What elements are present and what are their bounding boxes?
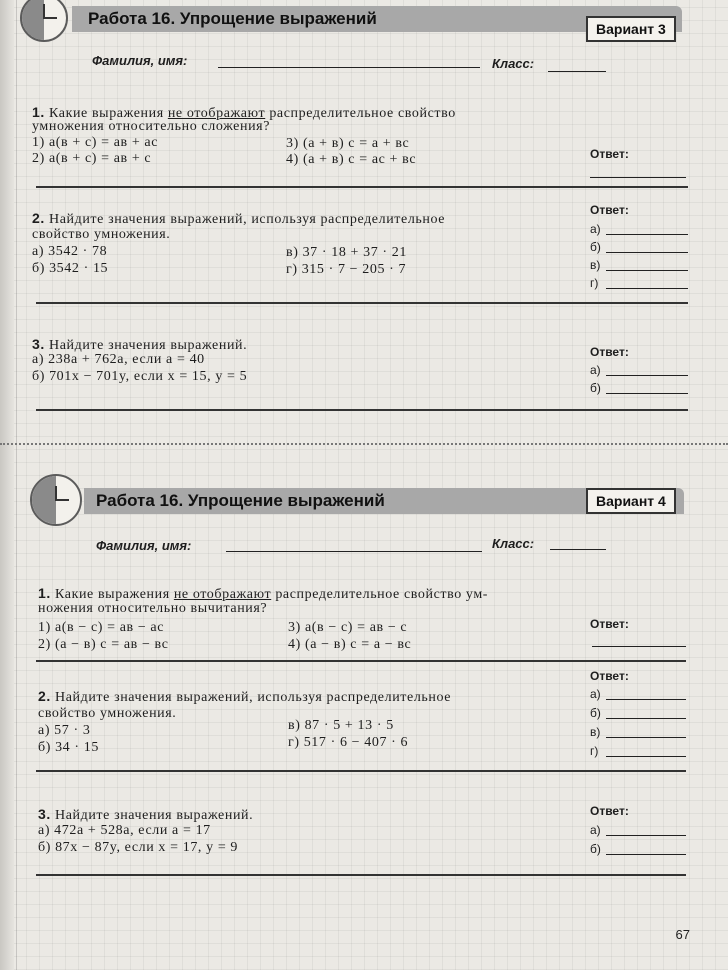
q1-answer-label: Ответ:	[590, 147, 629, 161]
q2-answer-b-label: б)	[590, 706, 601, 720]
clock-icon	[20, 0, 68, 42]
q3-item-a: а) 238a + 762a, если a = 40	[32, 352, 205, 367]
q3-item-b: б) 701x − 701y, если x = 15, y = 5	[32, 369, 248, 384]
class-label: Класс:	[492, 56, 535, 71]
q3-answer-label: Ответ:	[590, 345, 629, 359]
q2-item-d: г) 517 · 6 − 407 · 6	[288, 735, 409, 750]
q2-answer-d-field[interactable]	[606, 755, 686, 757]
q2-answer-label: Ответ:	[590, 203, 629, 217]
worksheet-title: Работа 16. Упрощение выражений	[96, 491, 385, 510]
q2-item-b: б) 3542 · 15	[32, 261, 109, 276]
q2-answer-label: Ответ:	[590, 669, 629, 683]
worksheet-title: Работа 16. Упрощение выражений	[88, 9, 377, 28]
clock-icon	[30, 474, 82, 526]
class-label: Класс:	[492, 536, 535, 551]
q2-item-b: б) 34 · 15	[38, 740, 99, 755]
q1-option-4: 4) (a − в) c = a − вc	[288, 637, 412, 652]
q2-answer-c-field[interactable]	[606, 736, 686, 738]
q3-answer-a-field[interactable]	[606, 374, 688, 376]
divider	[36, 302, 688, 304]
variant-badge: Вариант 3	[586, 16, 676, 42]
q2-line1: 2. Найдите значения выражений, используя распределительное	[38, 688, 452, 705]
q2-answer-b-field[interactable]	[606, 251, 688, 253]
q3-answer-a-field[interactable]	[606, 834, 686, 836]
divider	[36, 409, 688, 411]
name-field[interactable]	[218, 66, 480, 68]
divider	[36, 660, 686, 662]
name-field[interactable]	[226, 550, 482, 552]
q1-option-2: 2) (a − в) c = aв − вc	[38, 637, 169, 652]
q2-answer-c-label: в)	[590, 725, 601, 739]
q1-answer-field[interactable]	[592, 645, 686, 647]
name-label: Фамилия, имя:	[92, 53, 188, 68]
q2-answer-a-field[interactable]	[606, 233, 688, 235]
name-label: Фамилия, имя:	[96, 538, 192, 553]
q1-option-1: 1) a(в − c) = aв − ac	[38, 620, 165, 635]
q2-answer-b-label: б)	[590, 240, 601, 254]
class-field[interactable]	[548, 70, 606, 72]
q1-line1: 1. Какие выражения не отображают распределительное свойство ум-	[38, 585, 489, 602]
class-field[interactable]	[550, 548, 606, 550]
margin-line	[16, 0, 17, 970]
q1-answer-label: Ответ:	[590, 617, 629, 631]
q2-answer-a-label: а)	[590, 222, 601, 236]
q3-line1: 3. Найдите значения выражений.	[32, 336, 248, 353]
q2-item-d: г) 315 · 7 − 205 · 7	[286, 262, 407, 277]
q1-answer-field[interactable]	[590, 176, 686, 178]
q1-line2: ножения относительно вычитания?	[38, 601, 268, 616]
q2-answer-d-field[interactable]	[606, 287, 688, 289]
q2-answer-b-field[interactable]	[606, 717, 686, 719]
q3-answer-a-label: а)	[590, 363, 601, 377]
cut-line	[0, 443, 728, 445]
q1-line1: 1. Какие выражения не отображают распределительное свойство	[32, 104, 456, 121]
page-number: 67	[675, 927, 690, 942]
q3-answer-b-label: б)	[590, 842, 601, 856]
q3-answer-b-label: б)	[590, 381, 601, 395]
q2-item-a: а) 3542 · 78	[32, 244, 108, 259]
q2-answer-c-label: в)	[590, 258, 601, 272]
q1-line2: умножения относительно сложения?	[32, 119, 271, 134]
q3-line1: 3. Найдите значения выражений.	[38, 806, 254, 823]
q3-item-a: а) 472a + 528a, если a = 17	[38, 823, 211, 838]
q3-item-b: б) 87x − 87y, если x = 17, y = 9	[38, 840, 239, 855]
q3-answer-b-field[interactable]	[606, 853, 686, 855]
q2-answer-d-label: г)	[590, 744, 599, 758]
q3-answer-b-field[interactable]	[606, 392, 688, 394]
q2-item-c: в) 37 · 18 + 37 · 21	[286, 245, 407, 260]
q2-answer-c-field[interactable]	[606, 269, 688, 271]
q3-answer-label: Ответ:	[590, 804, 629, 818]
q3-answer-a-label: а)	[590, 823, 601, 837]
q2-answer-a-label: а)	[590, 687, 601, 701]
q2-answer-a-field[interactable]	[606, 698, 686, 700]
q1-option-1: 1) a(в + c) = aв + ac	[32, 135, 159, 150]
q1-option-3: 3) a(в − c) = aв − c	[288, 620, 408, 635]
divider	[36, 186, 688, 188]
q2-line2: свойство умножения.	[38, 706, 177, 721]
q2-line2: свойство умножения.	[32, 227, 171, 242]
q2-answer-d-label: г)	[590, 276, 599, 290]
q2-item-c: в) 87 · 5 + 13 · 5	[288, 718, 394, 733]
q1-option-2: 2) a(в + c) = aв + c	[32, 151, 152, 166]
q2-item-a: а) 57 · 3	[38, 723, 91, 738]
q1-option-4: 4) (a + в) c = ac + вc	[286, 152, 417, 167]
divider	[36, 874, 686, 876]
book-spine	[0, 0, 14, 970]
q1-option-3: 3) (a + в) c = a + вc	[286, 136, 410, 151]
divider	[36, 770, 686, 772]
variant-badge: Вариант 4	[586, 488, 676, 514]
q2-line1: 2. Найдите значения выражений, используя распределительное	[32, 210, 446, 227]
